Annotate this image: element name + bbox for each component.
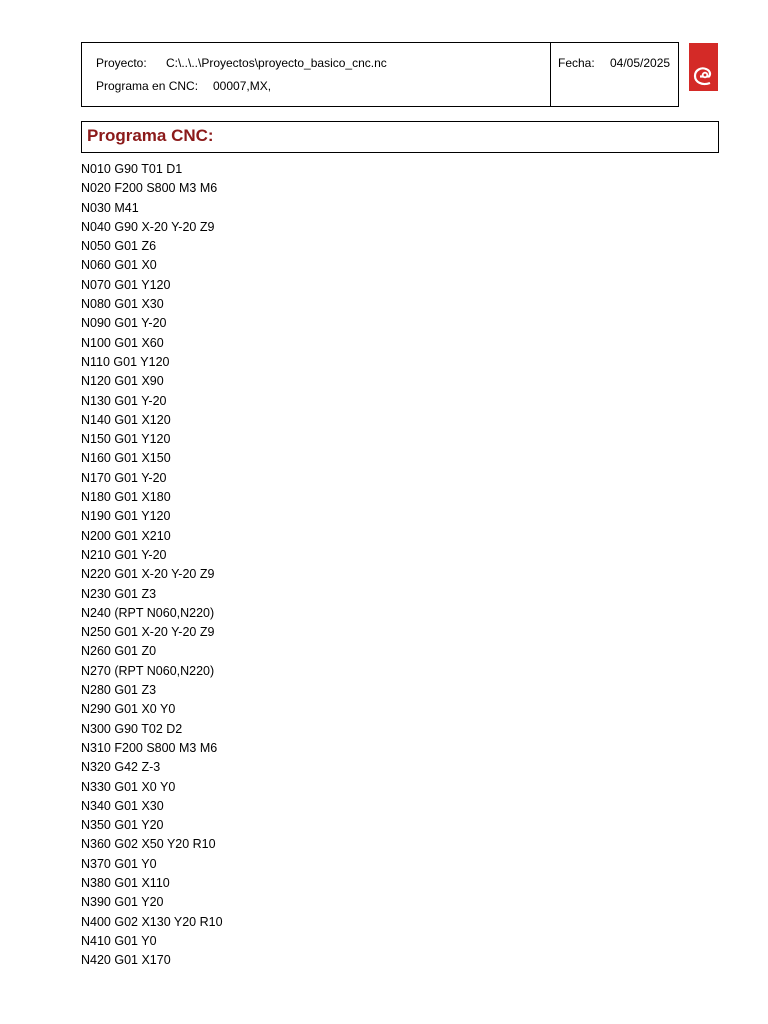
code-line: N200 G01 X210 (81, 528, 171, 543)
code-line: N190 G01 Y120 (81, 509, 171, 524)
code-line: N080 G01 X30 (81, 297, 164, 312)
code-line: N260 G01 Z0 (81, 644, 157, 659)
code-line: N160 G01 X150 (81, 451, 171, 466)
code-line: N020 F200 S800 M3 M6 (81, 181, 218, 196)
cnc-code-list (81, 160, 681, 970)
code-line: N120 G01 X90 (81, 374, 164, 389)
code-line: N110 G01 Y120 (81, 354, 170, 369)
code-line: N250 G01 X-20 Y-20 Z9 (81, 625, 215, 640)
brand-logo-icon (689, 43, 718, 91)
code-line: N180 G01 X180 (81, 490, 171, 505)
program-value: 00007,MX, (213, 79, 272, 93)
code-line: N420 G01 X170 (81, 953, 171, 968)
section-title: Programa CNC: (87, 126, 214, 145)
code-line: N050 G01 Z6 (81, 239, 157, 254)
code-line: N140 G01 X120 (81, 412, 171, 427)
section-title-box (81, 121, 719, 153)
code-line: N040 G90 X-20 Y-20 Z9 (81, 219, 215, 234)
code-line: N330 G01 X0 Y0 (81, 779, 176, 794)
code-line: N100 G01 X60 (81, 335, 164, 350)
code-line: N390 G01 Y20 (81, 895, 164, 910)
header-box (81, 42, 679, 107)
code-line: N210 G01 Y-20 (81, 547, 167, 562)
code-line: N340 G01 X30 (81, 798, 164, 813)
code-line: N090 G01 Y-20 (81, 316, 167, 331)
project-path: C:\..\..\Proyectos\proyecto_basico_cnc.nc (166, 56, 387, 70)
code-line: N290 G01 X0 Y0 (81, 702, 176, 717)
code-line: N380 G01 X110 (81, 875, 170, 890)
code-line: N150 G01 Y120 (81, 432, 171, 447)
date-value: 04/05/2025 (610, 56, 671, 70)
code-line: N070 G01 Y120 (81, 277, 171, 292)
code-line: N280 G01 Z3 (81, 683, 157, 698)
project-label: Proyecto: (96, 56, 147, 70)
code-line: N270 (RPT N060,N220) (81, 663, 215, 678)
code-line: N370 G01 Y0 (81, 856, 157, 871)
code-line: N010 G90 T01 D1 (81, 162, 183, 176)
code-line: N400 G02 X130 Y20 R10 (81, 914, 223, 929)
code-line: N060 G01 X0 (81, 258, 157, 273)
code-line: N310 F200 S800 M3 M6 (81, 740, 218, 755)
code-line: N360 G02 X50 Y20 R10 (81, 837, 216, 852)
date-label: Fecha: (558, 56, 595, 70)
code-line: N300 G90 T02 D2 (81, 721, 183, 736)
header-divider (550, 43, 551, 106)
code-line: N240 (RPT N060,N220) (81, 605, 215, 620)
code-line: N350 G01 Y20 (81, 818, 164, 833)
code-line: N220 G01 X-20 Y-20 Z9 (81, 567, 215, 582)
code-line: N130 G01 Y-20 (81, 393, 167, 408)
code-line: N320 G42 Z-3 (81, 760, 161, 775)
code-line: N230 G01 Z3 (81, 586, 157, 601)
program-label: Programa en CNC: (96, 79, 199, 93)
code-line: N030 M41 (81, 200, 139, 215)
code-line: N170 G01 Y-20 (81, 470, 167, 485)
code-line: N410 G01 Y0 (81, 933, 157, 948)
